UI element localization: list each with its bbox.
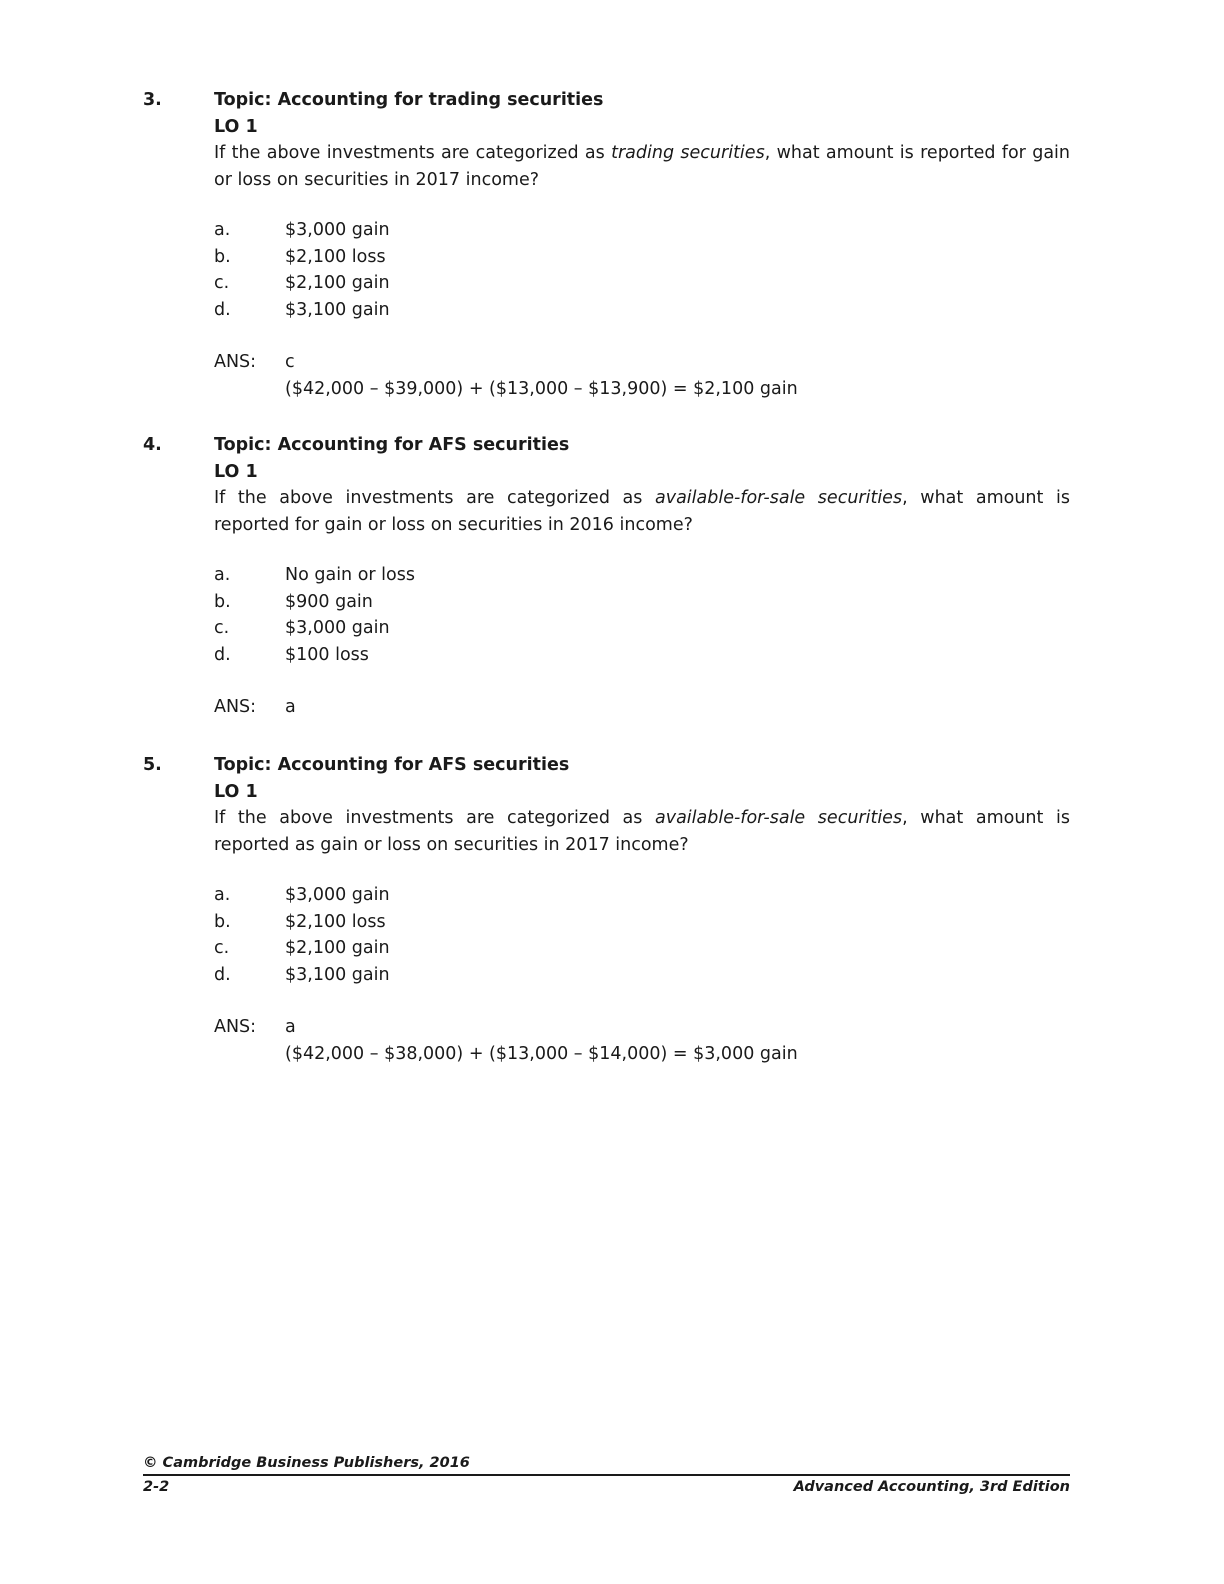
- question-number: 4.: [143, 435, 162, 455]
- question-body: [214, 432, 1070, 721]
- question-text: If the above investments are categorized as available-for-sale securities, what amount is reported as gain or loss on securities in 2017 income?: [214, 808, 1070, 855]
- choice-item: d. $3,100 gain: [214, 299, 390, 320]
- answer-label: ANS:: [214, 352, 257, 372]
- question-body: [214, 752, 1070, 1067]
- choice-item: b. $2,100 loss: [214, 246, 386, 267]
- question-text: If the above investments are categorized as trading securities, what amount is reported for gain or loss on securities in 2017 income?: [214, 143, 1070, 190]
- answer-choices: [214, 562, 1070, 668]
- choice-item: c. $2,100 gain: [214, 273, 390, 293]
- page-number: 2-2: [143, 1479, 170, 1495]
- answer-block: [214, 1014, 1070, 1067]
- question-number: 3.: [143, 90, 162, 110]
- learning-objective: LO 1: [214, 461, 258, 482]
- answer-block: [214, 349, 1070, 402]
- question-number: 5.: [143, 755, 162, 775]
- choice-item: b. $900 gain: [214, 591, 373, 612]
- choice-item: d. $3,100 gain: [214, 964, 390, 985]
- copyright-notice: © Cambridge Business Publishers, 2016: [143, 1455, 470, 1471]
- answer-label: ANS:: [214, 1017, 257, 1037]
- question-topic: Topic: Accounting for trading securities: [214, 90, 604, 110]
- book-title: Advanced Accounting, 3rd Edition: [793, 1479, 1070, 1495]
- answer-explanation: ($42,000 – $39,000) + ($13,000 – $13,900) = $2,100 gain: [285, 378, 798, 399]
- answer-explanation: ($42,000 – $38,000) + ($13,000 – $14,000) = $3,000 gain: [285, 1043, 798, 1064]
- question-topic: Topic: Accounting for AFS securities: [214, 755, 570, 775]
- answer-label: ANS:: [214, 697, 257, 717]
- question-text: If the above investments are categorized as available-for-sale securities, what amount is reported for gain or loss on securities in 2016 income?: [214, 488, 1070, 535]
- choice-item: a. No gain or loss: [214, 565, 415, 585]
- learning-objective: LO 1: [214, 781, 258, 802]
- choice-item: a. $3,000 gain: [214, 885, 390, 905]
- answer-value: c: [285, 352, 295, 372]
- page-footer: [143, 1455, 1070, 1495]
- question-topic: Topic: Accounting for AFS securities: [214, 435, 570, 455]
- learning-objective: LO 1: [214, 116, 258, 137]
- answer-choices: [214, 217, 1070, 323]
- answer-choices: [214, 882, 1070, 988]
- footer-divider: [143, 1474, 1070, 1476]
- question-body: [214, 87, 1070, 402]
- answer-block: [214, 694, 1070, 721]
- answer-value: a: [285, 1017, 296, 1037]
- choice-item: a. $3,000 gain: [214, 220, 390, 240]
- answer-value: a: [285, 697, 296, 717]
- choice-item: c. $2,100 gain: [214, 938, 390, 958]
- choice-item: c. $3,000 gain: [214, 618, 390, 638]
- choice-item: b. $2,100 loss: [214, 911, 386, 932]
- choice-item: d. $100 loss: [214, 644, 369, 665]
